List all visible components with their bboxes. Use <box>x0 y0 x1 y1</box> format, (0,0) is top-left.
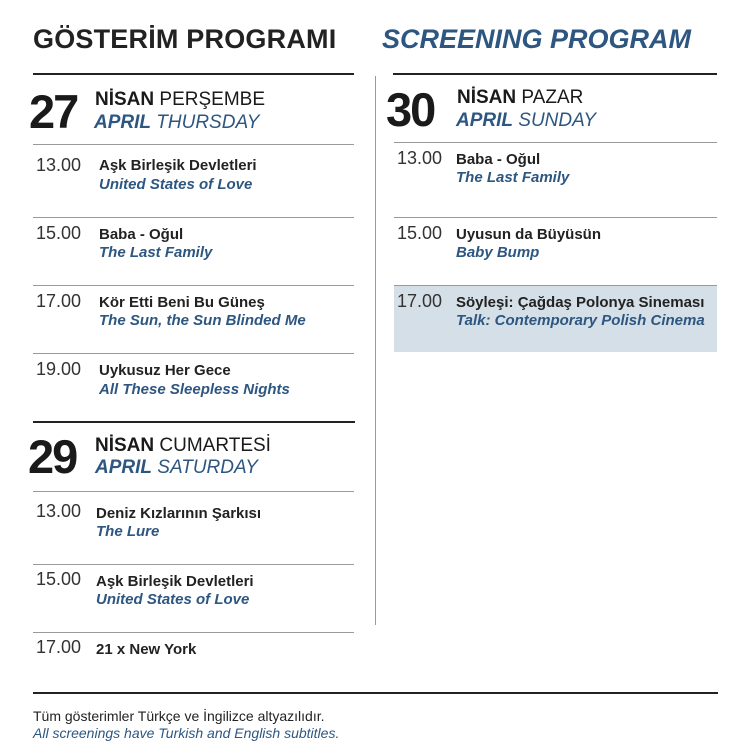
screening-time: 17.00 <box>397 291 443 311</box>
screening-time: 13.00 <box>397 148 443 168</box>
divider <box>33 217 354 218</box>
day-29-month-en: APRIL <box>95 457 152 478</box>
divider <box>33 491 354 492</box>
divider <box>33 353 354 354</box>
screening-time: 15.00 <box>397 223 443 243</box>
film-title-en: United States of Love <box>99 176 253 193</box>
divider <box>33 285 354 286</box>
day-30-month-tr: NİSAN <box>457 87 517 108</box>
day-27-weekday-en: THURSDAY <box>156 112 260 133</box>
film-title-tr: Aşk Birleşik Devletleri <box>99 157 257 174</box>
talk-title-en: Talk: Contemporary Polish Cinema <box>456 312 705 329</box>
footer-rule <box>33 692 718 694</box>
day-29-top-rule <box>33 421 355 423</box>
right-column-top-rule <box>393 73 717 75</box>
film-title-en: All These Sleepless Nights <box>99 381 290 398</box>
film-title-en: The Last Family <box>456 169 570 186</box>
film-title-tr: Kör Etti Beni Bu Güneş <box>99 294 265 311</box>
day-27-month-weekday-tr <box>95 89 265 111</box>
screening-time: 15.00 <box>36 223 82 243</box>
left-column-top-rule <box>33 73 354 75</box>
divider <box>33 632 354 633</box>
page-title-en: SCREENING PROGRAM <box>382 24 692 54</box>
divider <box>394 142 717 143</box>
screening-time: 19.00 <box>36 359 82 379</box>
day-number-29: 29 <box>28 430 77 483</box>
film-title-tr: Baba - Oğul <box>99 226 184 243</box>
day-number-27: 27 <box>29 85 78 138</box>
film-title-tr: Uyusun da Büyüsün <box>456 226 602 243</box>
film-title-tr: Uykusuz Her Gece <box>99 362 231 379</box>
divider <box>33 144 354 145</box>
film-title-en: The Sun, the Sun Blinded Me <box>99 312 306 329</box>
day-27-month-en: APRIL <box>94 112 151 133</box>
day-29-weekday-en: SATURDAY <box>157 457 258 478</box>
subtitle-note-en: All screenings have Turkish and English subtitles. <box>33 725 340 741</box>
divider <box>394 285 717 286</box>
day-27-month-tr: NİSAN <box>95 89 155 110</box>
film-title-en: United States of Love <box>96 591 250 608</box>
day-29-month-weekday-en <box>95 457 258 479</box>
screening-time: 17.00 <box>36 637 82 657</box>
day-30-weekday-en: SUNDAY <box>518 110 597 131</box>
day-27-weekday-tr: PERŞEMBE <box>159 89 265 110</box>
screening-time: 13.00 <box>36 501 82 521</box>
film-title-tr: Aşk Birleşik Devletleri <box>96 573 254 590</box>
day-30-month-en: APRIL <box>456 110 513 131</box>
talk-title-tr: Söyleşi: Çağdaş Polonya Sineması <box>456 294 705 311</box>
day-30-month-weekday-tr <box>457 87 583 109</box>
film-title-en: The Last Family <box>99 244 213 261</box>
divider <box>33 564 354 565</box>
page-title-tr: GÖSTERİM PROGRAMI <box>33 24 337 54</box>
subtitle-note-tr: Tüm gösterimler Türkçe ve İngilizce altyazılıdır. <box>33 708 325 724</box>
day-29-month-tr: NİSAN <box>95 435 155 456</box>
day-29-month-weekday-tr <box>95 435 271 457</box>
divider <box>394 217 717 218</box>
film-title-tr: Baba - Oğul <box>456 151 541 168</box>
day-30-month-weekday-en <box>456 110 596 132</box>
day-30-weekday-tr: PAZAR <box>521 87 584 108</box>
screening-time: 13.00 <box>36 155 82 175</box>
day-27-month-weekday-en <box>94 112 259 134</box>
column-divider <box>375 76 376 625</box>
film-title-tr: 21 x New York <box>96 641 197 658</box>
day-29-weekday-tr: CUMARTESİ <box>159 435 271 456</box>
screening-time: 17.00 <box>36 291 82 311</box>
film-title-en: The Lure <box>96 523 160 540</box>
day-number-30: 30 <box>386 83 435 136</box>
film-title-en: Baby Bump <box>456 244 540 261</box>
film-title-tr: Deniz Kızlarının Şarkısı <box>96 505 262 522</box>
screening-time: 15.00 <box>36 569 82 589</box>
